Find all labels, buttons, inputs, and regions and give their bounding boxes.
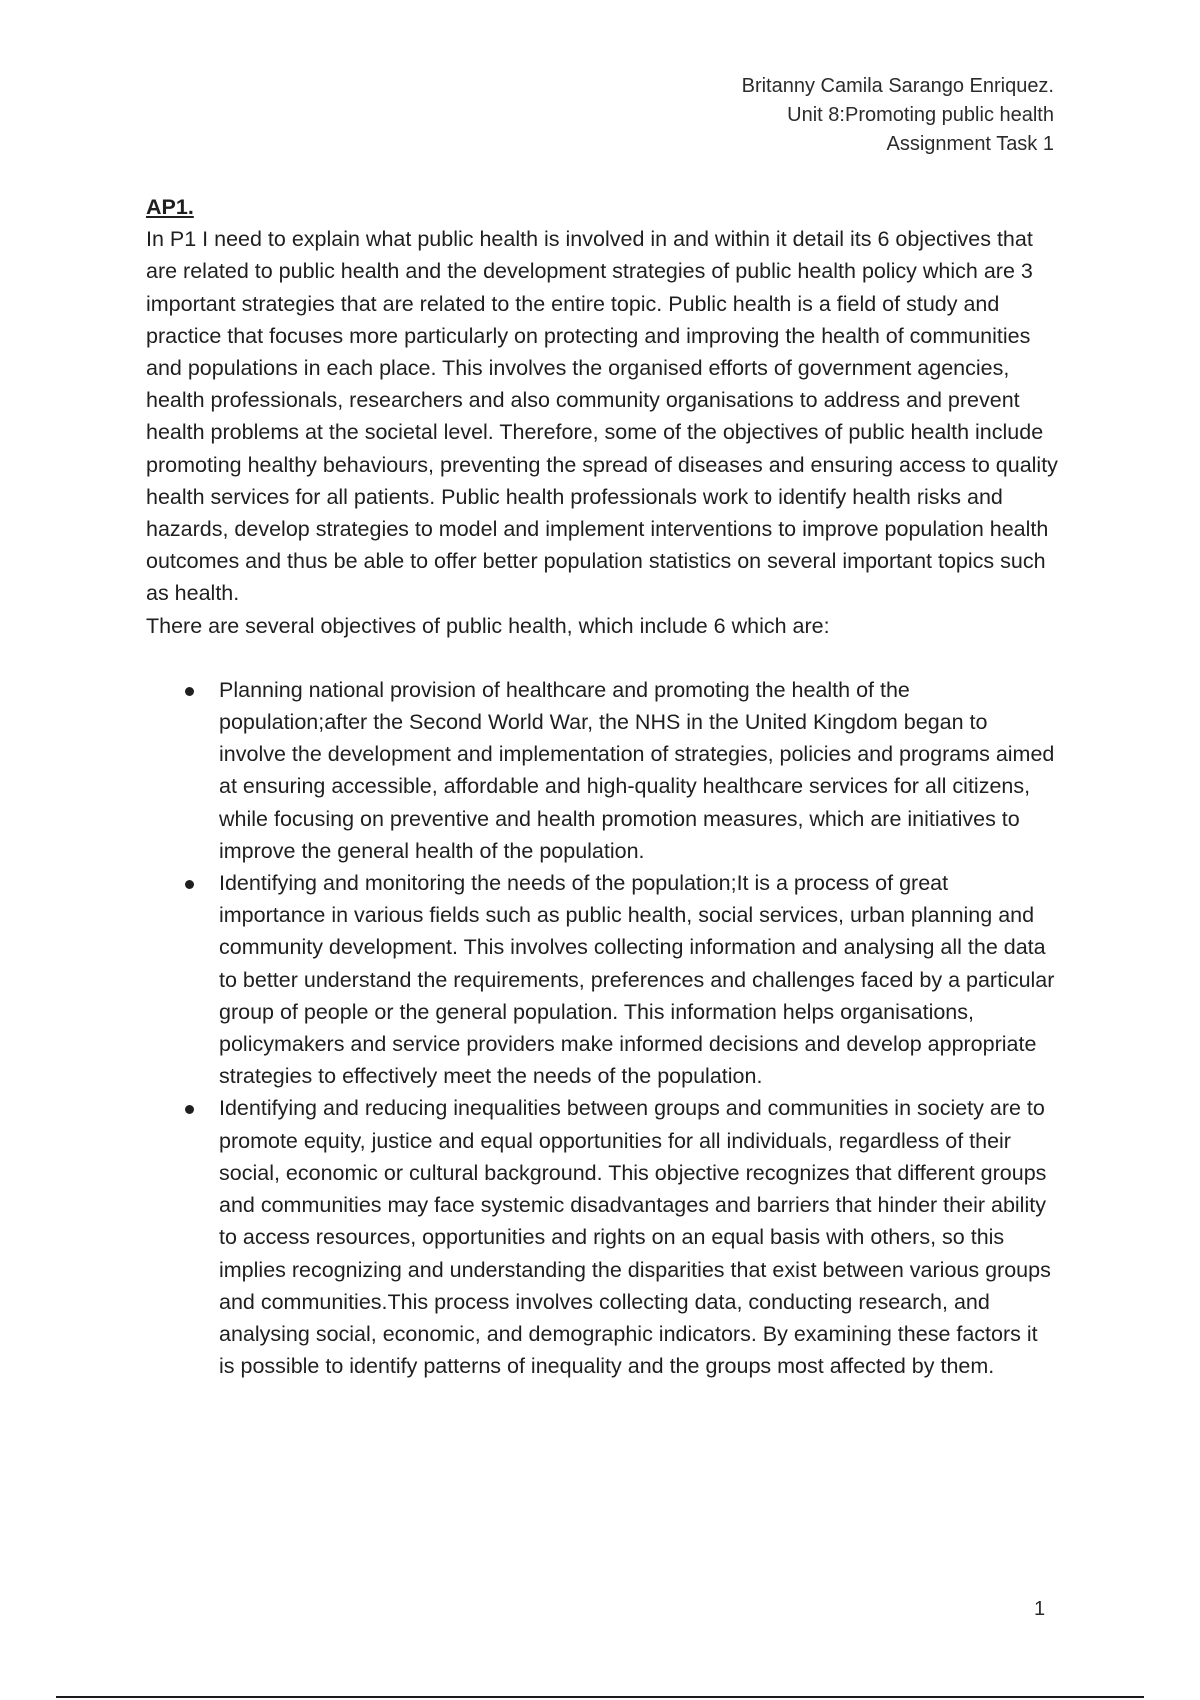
author-name: Britanny Camila Sarango Enriquez.: [741, 75, 1054, 97]
list-item: [146, 1092, 1058, 1382]
list-item: [146, 867, 1058, 1092]
assignment-task: Assignment Task 1: [886, 133, 1054, 155]
page-header: [742, 72, 1054, 159]
list-item-text: Identifying and monitoring the needs of the population;It is a process of great importance in various fields such as public health, social services, urban planning and community development. This involves collecting information and analysing all the data to better understand the requirements, preferences and challenges faced by a particular group of people or the general population. This information helps organisations, policymakers and service providers make informed decisions and develop appropriate strategies to effectively meet the needs of the population.: [219, 871, 1055, 1089]
list-item-text: Identifying and reducing inequalities between groups and communities in society are to promote equity, justice and equal opportunities for all individuals, regardless of their social, economic or cultural background. This objective recognizes that different groups and communities may face systemic disadvantages and barriers that hinder their ability to access resources, opportunities and rights on an equal basis with others, so this implies recognizing and understanding the disparities that exist between various groups and communities.This process involves collecting data, conducting research, and analysing social, economic, and demographic indicators. By examining these factors it is possible to identify patterns of inequality and the groups most affected by them.: [219, 1096, 1051, 1379]
objectives-intro-paragraph: There are several objectives of public health, which include 6 which are:: [146, 613, 830, 638]
document-body: [146, 191, 1058, 1382]
page-number: 1: [1034, 1598, 1046, 1620]
bullet-icon: [185, 687, 194, 696]
intro-paragraph: In P1 I need to explain what public health is involved in and within it detail its 6 objectives that are related to public health and the development strategies of public health policy which are 3 important strategies that are related to the entire topic. Public health is a field of study and practice that focuses more particularly on protecting and improving the health of communities and populations in each place. This involves the organised efforts of government agencies, health professionals, researchers and also community organisations to address and prevent health problems at the societal level. Therefore, some of the objectives of public health include promoting healthy behaviours, preventing the spread of diseases and ensuring access to quality health services for all patients. Public health professionals work to identify health risks and hazards, develop strategies to model and implement interventions to improve population health outcomes and thus be able to offer better population statistics on several important topics such as health.: [146, 227, 1058, 606]
objectives-list: [146, 674, 1058, 1382]
page-bottom-divider: [56, 1696, 1144, 1698]
bullet-icon: [185, 1105, 194, 1114]
unit-title: Unit 8:Promoting public health: [787, 104, 1054, 126]
list-item: [146, 674, 1058, 867]
bullet-icon: [185, 880, 194, 889]
section-heading: AP1.: [146, 195, 194, 219]
list-item-text: Planning national provision of healthcare and promoting the health of the population;after the Second World War, the NHS in the United Kingdom began to involve the development and implementation of strategies, policies and programs aimed at ensuring accessible, affordable and high-quality healthcare services for all citizens, while focusing on preventive and health promotion measures, which are initiatives to improve the general health of the population.: [219, 677, 1055, 863]
